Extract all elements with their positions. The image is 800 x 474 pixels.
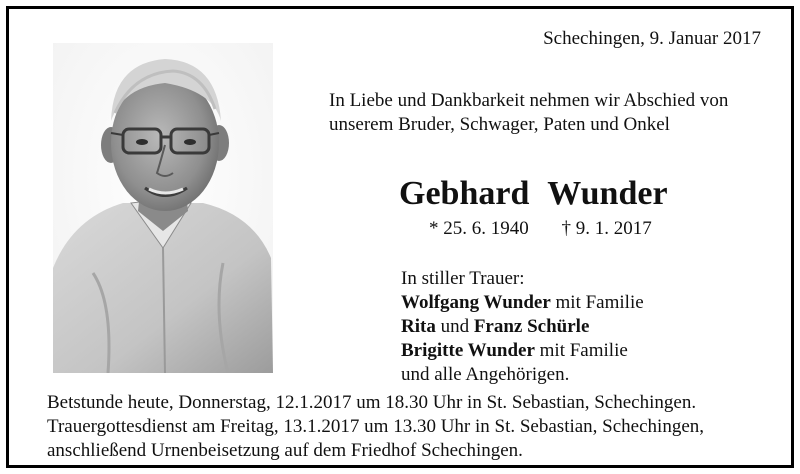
intro-line: In Liebe und Dankbarkeit nehmen wir Abschied von bbox=[329, 90, 729, 111]
mourners-closing: und alle Angehörigen. bbox=[401, 364, 570, 385]
deceased-name: Gebhard Wunder bbox=[399, 175, 668, 212]
service-line: Betstunde heute, Donnerstag, 12.1.2017 um 18.30 Uhr in St. Sebastian, Schechingen. bbox=[47, 392, 697, 413]
portrait-image bbox=[53, 43, 273, 373]
mourner-line bbox=[401, 315, 644, 339]
mourner-name: Franz Schürle bbox=[473, 316, 590, 337]
service-line: Trauergottesdienst am Freitag, 13.1.2017 um 13.30 Uhr in St. Sebastian, Schechingen, bbox=[47, 416, 705, 437]
place-date: Schechingen, 9. Januar 2017 bbox=[543, 28, 761, 49]
mourner-name: Rita bbox=[401, 316, 436, 337]
mourners-intro: In stiller Trauer: bbox=[401, 268, 525, 289]
death-date: † 9. 1. 2017 bbox=[561, 218, 652, 239]
obituary-card bbox=[6, 6, 794, 468]
portrait-photo bbox=[53, 43, 273, 373]
service-info bbox=[47, 391, 787, 463]
mourner-connector: und bbox=[435, 316, 474, 337]
mourner-suffix: mit Familie bbox=[550, 292, 644, 313]
intro-text bbox=[329, 89, 769, 137]
life-dates bbox=[429, 217, 652, 241]
mourner-name: Brigitte Wunder bbox=[401, 340, 535, 361]
intro-line: unserem Bruder, Schwager, Paten und Onkel bbox=[329, 114, 670, 135]
mourner-line bbox=[401, 291, 644, 315]
birth-date: * 25. 6. 1940 bbox=[429, 218, 529, 239]
service-line: anschließend Urnenbeisetzung auf dem Friedhof Schechingen. bbox=[47, 440, 523, 461]
mourner-name: Wolfgang Wunder bbox=[401, 292, 551, 313]
mourners-list bbox=[401, 267, 644, 387]
mourner-suffix: mit Familie bbox=[534, 340, 628, 361]
mourner-line bbox=[401, 339, 644, 363]
